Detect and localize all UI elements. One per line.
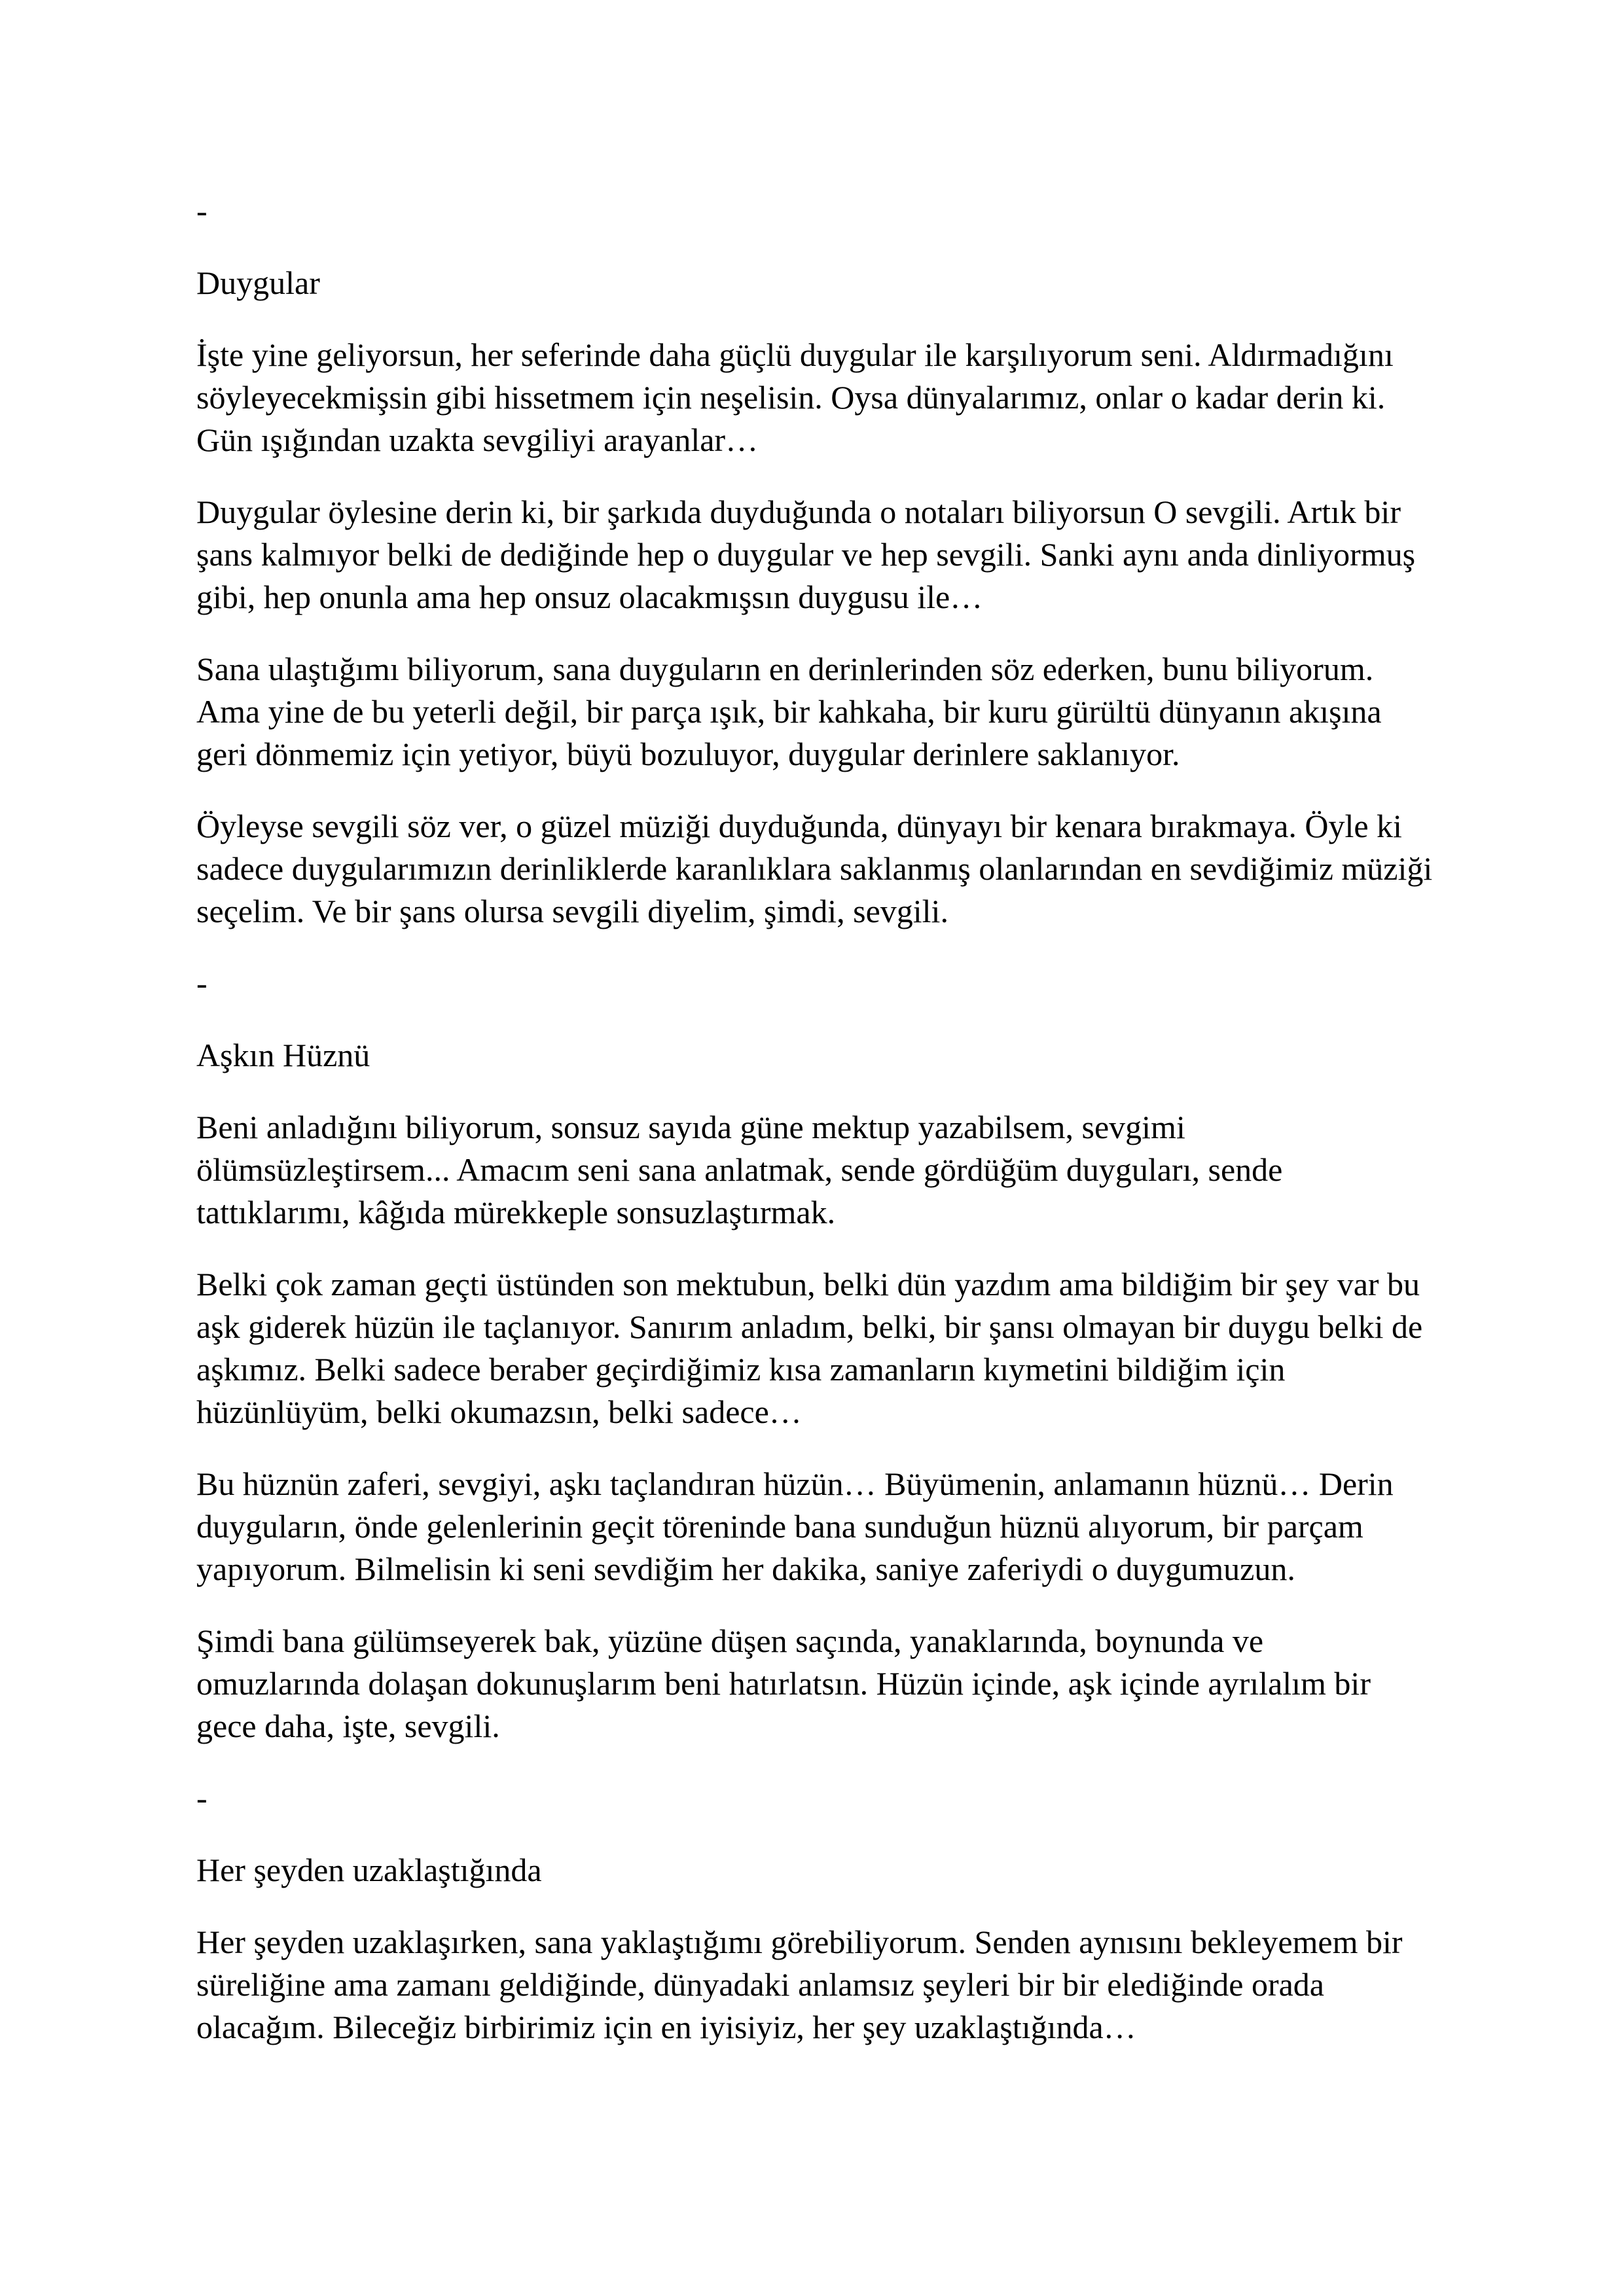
document-page bbox=[196, 190, 1453, 2078]
text-line: Beni anladığını biliyorum, sonsuz sayıda güne mektup yazabilsem, sevgimi bbox=[196, 1109, 1185, 1145]
text-line: süreliğine ama zamanı geldiğinde, dünyadaki anlamsız şeyleri bir bir elediğinde orada bbox=[196, 1966, 1324, 2003]
text-line: ölümsüzleştirsem... Amacım seni sana anlatmak, sende gördüğüm duyguları, sende bbox=[196, 1151, 1283, 1188]
paragraph bbox=[196, 805, 1453, 933]
text-line: İşte yine geliyorsun, her seferinde daha güçlü duygular ile karşılıyorum seni. Aldırmadığını bbox=[196, 336, 1394, 373]
section-separator: - bbox=[196, 192, 208, 229]
text-line: Her şeyden uzaklaşırken, sana yaklaştığımı görebiliyorum. Senden aynısını bekleyemem bir bbox=[196, 1924, 1403, 1960]
text-line: duyguların, önde gelenlerinin geçit töreninde bana sunduğun hüznü alıyorum, bir parçam bbox=[196, 1508, 1363, 1545]
section-title: Duygular bbox=[196, 264, 320, 301]
text-line: Gün ışığından uzakta sevgiliyi arayanlar… bbox=[196, 422, 759, 458]
text-line: sadece duygularımızın derinliklerde karanlıklara saklanmış olanlarından en sevdiğimiz müziği bbox=[196, 850, 1433, 887]
section-separator: - bbox=[196, 1780, 208, 1816]
section-askin-huznu bbox=[196, 962, 1453, 1748]
section-separator: - bbox=[196, 965, 208, 1001]
paragraph bbox=[196, 334, 1453, 461]
text-line: aşk giderek hüzün ile taçlanıyor. Sanırım anladım, belki, bir şansı olmayan bir duygu belki de bbox=[196, 1308, 1423, 1345]
text-line: şans kalmıyor belki de dediğinde hep o duygular ve hep sevgili. Sanki aynı anda dinliyormuş bbox=[196, 536, 1416, 573]
section-her-seyden-uzaklastiginda bbox=[196, 1777, 1453, 2049]
text-line: Ama yine de bu yeterli değil, bir parça ışık, bir kahkaha, bir kuru gürültü dünyanın akışına bbox=[196, 693, 1382, 730]
section-title: Her şeyden uzaklaştığında bbox=[196, 1852, 542, 1888]
text-line: Bu hüznün zaferi, sevgiyi, aşkı taçlandıran hüzün… Büyümenin, anlamanın hüznü… Derin bbox=[196, 1465, 1394, 1502]
paragraph bbox=[196, 491, 1453, 619]
section-duygular bbox=[196, 190, 1453, 933]
text-line: söyleyecekmişsin gibi hissetmem için neşelisin. Oysa dünyalarımız, onlar o kadar derin ki. bbox=[196, 379, 1386, 416]
text-line: seçelim. Ve bir şans olursa sevgili diyelim, şimdi, sevgili. bbox=[196, 893, 948, 929]
text-line: Şimdi bana gülümseyerek bak, yüzüne düşen saçında, yanaklarında, boynunda ve bbox=[196, 1623, 1264, 1659]
text-line: tattıklarımı, kâğıda mürekkeple sonsuzlaştırmak. bbox=[196, 1194, 836, 1230]
text-line: Sana ulaştığımı biliyorum, sana duyguların en derinlerinden söz ederken, bunu biliyorum. bbox=[196, 651, 1374, 687]
paragraph bbox=[196, 1463, 1453, 1590]
text-line: gece daha, işte, sevgili. bbox=[196, 1708, 500, 1744]
paragraph bbox=[196, 648, 1453, 776]
text-line: olacağım. Bileceğiz birbirimiz için en iyisiyiz, her şey uzaklaştığında… bbox=[196, 2009, 1136, 2045]
text-line: Belki çok zaman geçti üstünden son mektubun, belki dün yazdım ama bildiğim bir şey var bu bbox=[196, 1266, 1420, 1302]
text-line: Öyleyse sevgili söz ver, o güzel müziği duyduğunda, dünyayı bir kenara bırakmaya. Öyle ki bbox=[196, 808, 1402, 844]
text-line: aşkımız. Belki sadece beraber geçirdiğimiz kısa zamanların kıymetini bildiğim için bbox=[196, 1351, 1286, 1388]
text-line: hüzünlüyüm, belki okumazsın, belki sadece… bbox=[196, 1393, 802, 1430]
paragraph bbox=[196, 1106, 1453, 1234]
paragraph bbox=[196, 1921, 1453, 2049]
text-line: Duygular öylesine derin ki, bir şarkıda duyduğunda o notaları biliyorsun O sevgili. Artık bir bbox=[196, 493, 1401, 530]
text-line: gibi, hep onunla ama hep onsuz olacakmışsın duygusu ile… bbox=[196, 579, 983, 615]
paragraph bbox=[196, 1263, 1453, 1433]
paragraph bbox=[196, 1620, 1453, 1748]
text-line: omuzlarında dolaşan dokunuşlarım beni hatırlatsın. Hüzün içinde, aşk içinde ayrılalım bir bbox=[196, 1665, 1371, 1702]
text-line: geri dönmemiz için yetiyor, büyü bozuluyor, duygular derinlere saklanıyor. bbox=[196, 736, 1180, 772]
text-line: yapıyorum. Bilmelisin ki seni sevdiğim her dakika, saniye zaferiydi o duygumuzun. bbox=[196, 1551, 1295, 1587]
section-title: Aşkın Hüznü bbox=[196, 1037, 370, 1073]
